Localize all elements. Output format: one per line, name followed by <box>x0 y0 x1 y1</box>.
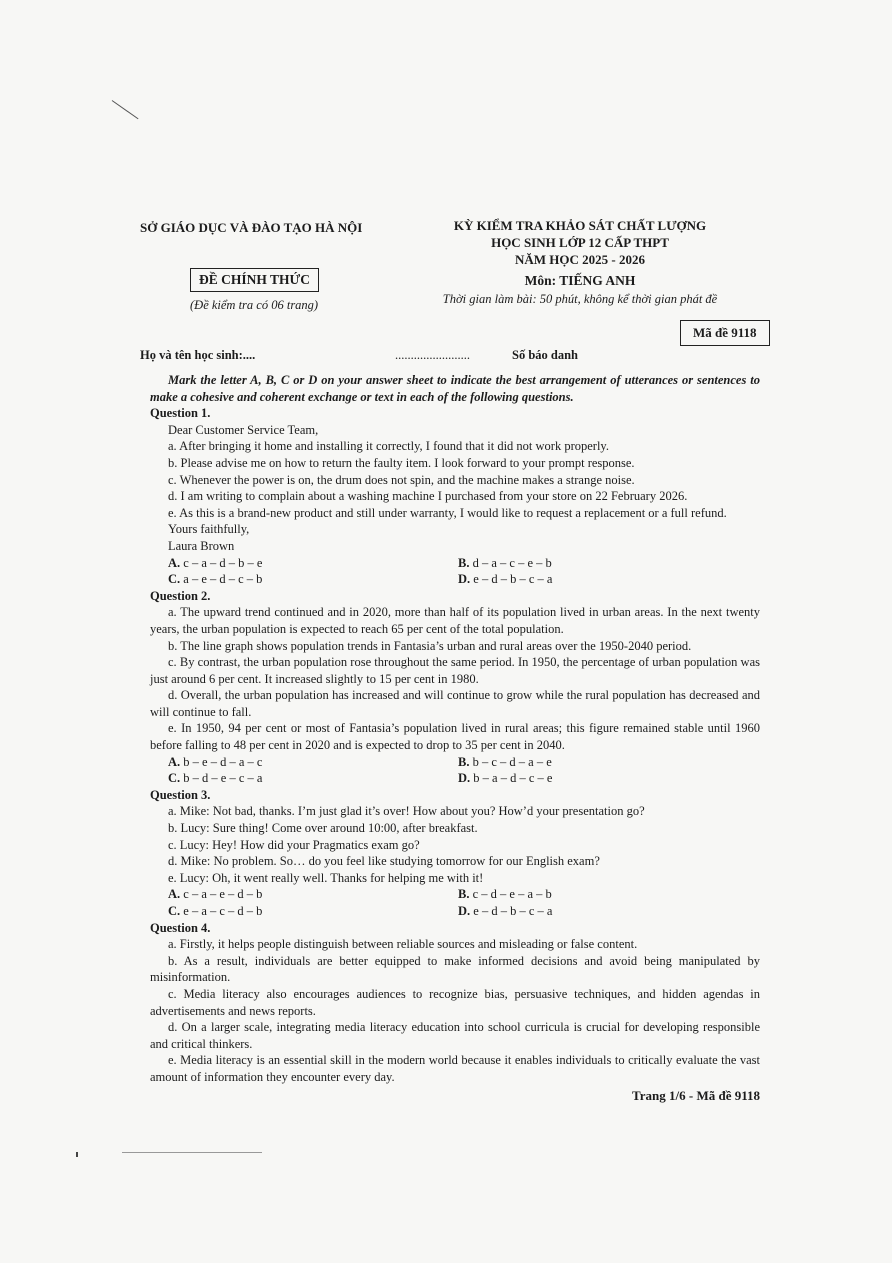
option-letter: D. <box>458 904 471 918</box>
option-text: c – a – d – b – e <box>183 555 263 570</box>
subject: Môn: TIẾNG ANH <box>524 273 636 288</box>
options-row <box>150 770 760 787</box>
question-line: c. Media literacy also encourages audiences to recognize bias, persuasive techniques, and hidden agendas in advertisements and news reports. <box>150 986 760 1018</box>
question-title: Question 4. <box>150 920 211 935</box>
letter-closing: Yours faithfully, <box>168 522 250 537</box>
student-info-row <box>140 348 760 363</box>
question-line: d. Overall, the urban population has increased and will continue to grow while the rural population has decreased and will continue to fall. <box>150 688 760 719</box>
option-text: e – d – b – c – a <box>473 904 553 918</box>
option-text: b – d – e – c – a <box>183 771 263 786</box>
question-line: c. By contrast, the urban population rose throughout the same period. In 1950, the percentage of urban population was just around 6 per cent. It increased slightly to 15 per cent in 1980. <box>150 655 760 686</box>
question-line: e. Media literacy is an essential skill in the modern world because it enables individuals to critically evaluate the vast amount of information they encounter every day. <box>150 1053 760 1084</box>
option-text: d – a – c – e – b <box>472 555 552 570</box>
question-line: a. Firstly, it helps people distinguish between reliable sources and misleading or false content. <box>168 937 638 952</box>
option-letter: A. <box>168 555 181 570</box>
answer-option <box>168 555 458 572</box>
answer-option <box>168 903 458 920</box>
question-line: a. After bringing it home and installing it correctly, I found that it did not work properly. <box>168 439 609 454</box>
department-name: SỞ GIÁO DỤC VÀ ĐÀO TẠO HÀ NỘI <box>140 220 363 235</box>
option-text: c – a – e – d – b <box>183 887 263 902</box>
answer-option <box>458 770 748 787</box>
question-line: d. On a larger scale, integrating media literacy education into school curricula is crucial for developing responsible and critical thinkers. <box>150 1020 760 1051</box>
option-text: b – a – d – c – e <box>473 771 553 786</box>
student-name-label: Họ và tên học sinh:.... <box>140 348 256 362</box>
answer-option <box>458 571 748 588</box>
student-name-dots: ........................ <box>395 348 470 362</box>
option-text: c – d – e – a – b <box>472 887 552 902</box>
question-line: e. Lucy: Oh, it went really well. Thanks for helping me with it! <box>168 870 484 885</box>
question-title: Question 2. <box>150 588 211 603</box>
option-letter: C. <box>168 771 181 786</box>
page-footer: Trang 1/6 - Mã đề 9118 <box>632 1088 760 1103</box>
student-id-label: Số báo danh <box>512 348 579 362</box>
option-letter: D. <box>458 771 471 786</box>
options-row <box>150 555 760 572</box>
question-line: b. As a result, individuals are better equipped to make informed decisions and avoid being manipulated by misinformation. <box>150 953 760 985</box>
answer-option <box>168 571 458 588</box>
options-row <box>150 903 760 920</box>
question-line: c. Whenever the power is on, the drum does not spin, and the machine makes a strange noise. <box>168 472 635 487</box>
scan-line <box>122 1152 262 1153</box>
question-line: a. Mike: Not bad, thanks. I’m just glad it’s over! How about you? How’d your presentation go? <box>168 804 645 819</box>
option-letter: B. <box>458 555 470 570</box>
question-title: Question 3. <box>150 787 211 802</box>
official-label: ĐỀ CHÍNH THỨC <box>190 268 319 292</box>
question-title: Question 1. <box>150 406 211 421</box>
question-line: b. Lucy: Sure thing! Come over around 10:00, after breakfast. <box>168 821 478 836</box>
option-letter: B. <box>458 754 470 769</box>
option-letter: A. <box>168 754 181 769</box>
question-line: b. Please advise me on how to return the faulty item. I look forward to your prompt response. <box>168 455 635 470</box>
option-letter: C. <box>168 904 181 918</box>
option-text: a – e – d – c – b <box>183 572 263 587</box>
answer-option <box>168 754 458 771</box>
letter-signature: Laura Brown <box>168 538 235 553</box>
question-line: c. Lucy: Hey! How did your Pragmatics exam go? <box>168 837 420 852</box>
question-line: e. In 1950, 94 per cent or most of Fantasia’s population lived in rural areas; this figure remained stable until 1960 before falling to 48 per cent in 2020 and is expected to drop to 35 per cent in 2040. <box>150 721 760 753</box>
answer-option <box>458 886 748 903</box>
page-count-note: (Đề kiểm tra có 06 trang) <box>190 298 319 312</box>
time-note: Thời gian làm bài: 50 phút, không kể thời gian phát đề <box>442 292 718 306</box>
school-year: NĂM HỌC 2025 - 2026 <box>515 252 645 267</box>
answer-option <box>168 886 458 903</box>
letter-greeting: Dear Customer Service Team, <box>168 422 319 437</box>
option-text: b – c – d – a – e <box>472 754 552 769</box>
question-line: d. I am writing to complain about a washing machine I purchased from your store on 22 February 2026. <box>168 489 688 504</box>
options-row <box>150 886 760 903</box>
question-line: d. Mike: No problem. So… do you feel like studying tomorrow for our English exam? <box>168 854 600 869</box>
option-letter: B. <box>458 887 470 902</box>
option-letter: A. <box>168 887 181 902</box>
exam-title-1: KỲ KIỂM TRA KHẢO SÁT CHẤT LƯỢNG <box>453 218 707 233</box>
answer-option <box>458 754 748 771</box>
exam-title-2: HỌC SINH LỚP 12 CẤP THPT <box>491 235 669 250</box>
exam-header <box>410 217 750 308</box>
exam-code: Mã đề 9118 <box>680 320 770 346</box>
options-row <box>150 571 760 588</box>
answer-option <box>458 555 748 572</box>
question-line: e. As this is a brand-new product and still under warranty, I would like to request a replacement or a full refund. <box>168 505 727 520</box>
question-line: a. The upward trend continued and in 2020, more than half of its population lived in urban areas. In the next twenty years, the urban population is expected to reach 65 per cent of the total population. <box>150 605 760 636</box>
answer-option <box>168 770 458 787</box>
option-text: e – d – b – c – a <box>473 572 553 587</box>
option-text: b – e – d – a – c <box>183 754 263 769</box>
options-row <box>150 754 760 771</box>
option-text: e – a – c – d – b <box>183 904 263 918</box>
option-letter: D. <box>458 572 471 587</box>
scan-mark <box>112 100 139 119</box>
option-letter: C. <box>168 572 181 587</box>
scan-tick <box>76 1152 78 1157</box>
instruction: Mark the letter A, B, C or D on your answer sheet to indicate the best arrangement of utterances or sentences to make a cohesive and coherent exchange or text in each of the following questions. <box>150 373 760 404</box>
exam-content <box>150 372 760 1086</box>
answer-option <box>458 903 748 920</box>
question-line: b. The line graph shows population trends in Fantasia’s urban and rural areas over the 1950-2040 period. <box>168 638 692 653</box>
